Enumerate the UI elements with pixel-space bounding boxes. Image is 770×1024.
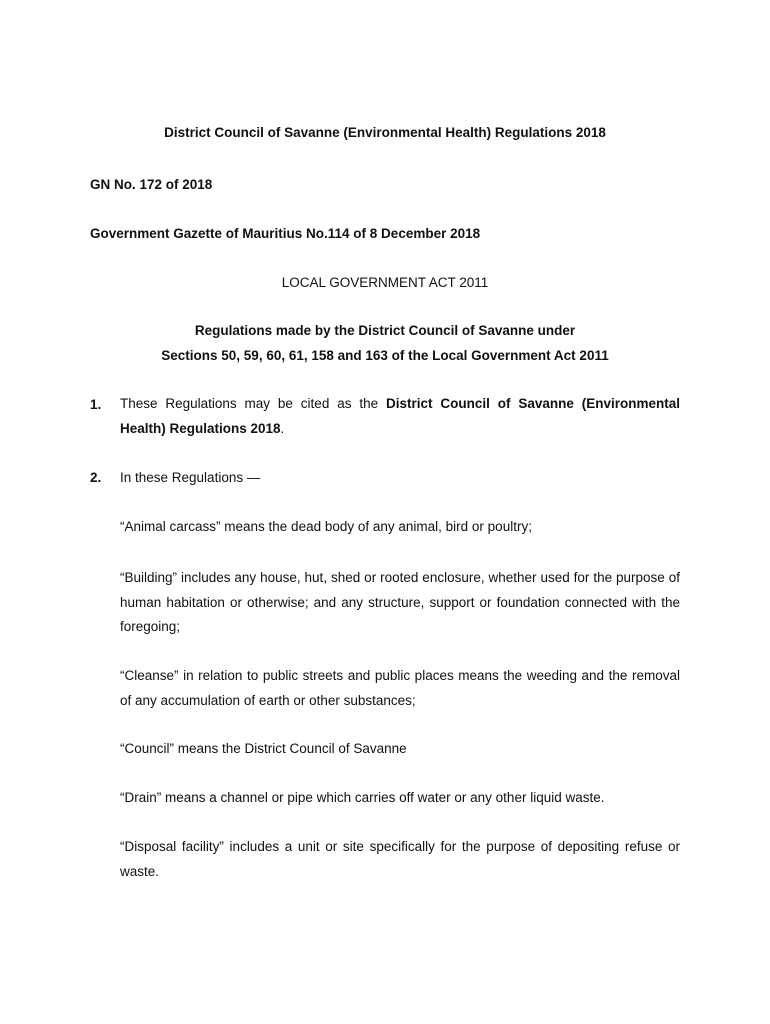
section-1-number: 1.	[90, 397, 102, 412]
definition-council: “Council” means the District Council of Savanne	[120, 741, 407, 756]
preamble-line-2: Sections 50, 59, 60, 61, 158 and 163 of the Local Government Act 2011	[161, 348, 609, 363]
act-heading: LOCAL GOVERNMENT ACT 2011	[281, 275, 489, 290]
definition-drain: “Drain” means a channel or pipe which carries off water or any other liquid waste.	[120, 790, 605, 805]
section-1-citation-title: District Council of Savanne (Environmental Health) Regulations 2018	[120, 396, 680, 436]
definition-disposal-facility: “Disposal facility” includes a unit or site specifically for the purpose of depositing refuse or waste.	[120, 839, 680, 879]
definition-animal-carcass: “Animal carcass” means the dead body of any animal, bird or poultry;	[120, 519, 532, 534]
definition-building: “Building” includes any house, hut, shed or rooted enclosure, whether used for the purpose of human habitation or otherwise; and any structure, support or foundation connected with the foregoing;	[120, 570, 680, 634]
preamble-line-1: Regulations made by the District Council of Savanne under	[194, 323, 576, 338]
section-2-number: 2.	[90, 470, 102, 485]
definition-cleanse: “Cleanse” in relation to public streets and public places means the weeding and the removal of any accumulation of earth or other substances;	[120, 668, 680, 708]
gazette-reference: Government Gazette of Mauritius No.114 of 8 December 2018	[90, 226, 481, 241]
document-title: District Council of Savanne (Environmental Health) Regulations 2018	[164, 125, 606, 140]
section-1-text	[120, 392, 680, 441]
gn-number: GN No. 172 of 2018	[90, 177, 213, 192]
section-2-text: In these Regulations —	[120, 470, 261, 485]
section-1-text-after: .	[280, 420, 285, 436]
section-1-text-before: These Regulations may be cited as the	[120, 396, 386, 411]
